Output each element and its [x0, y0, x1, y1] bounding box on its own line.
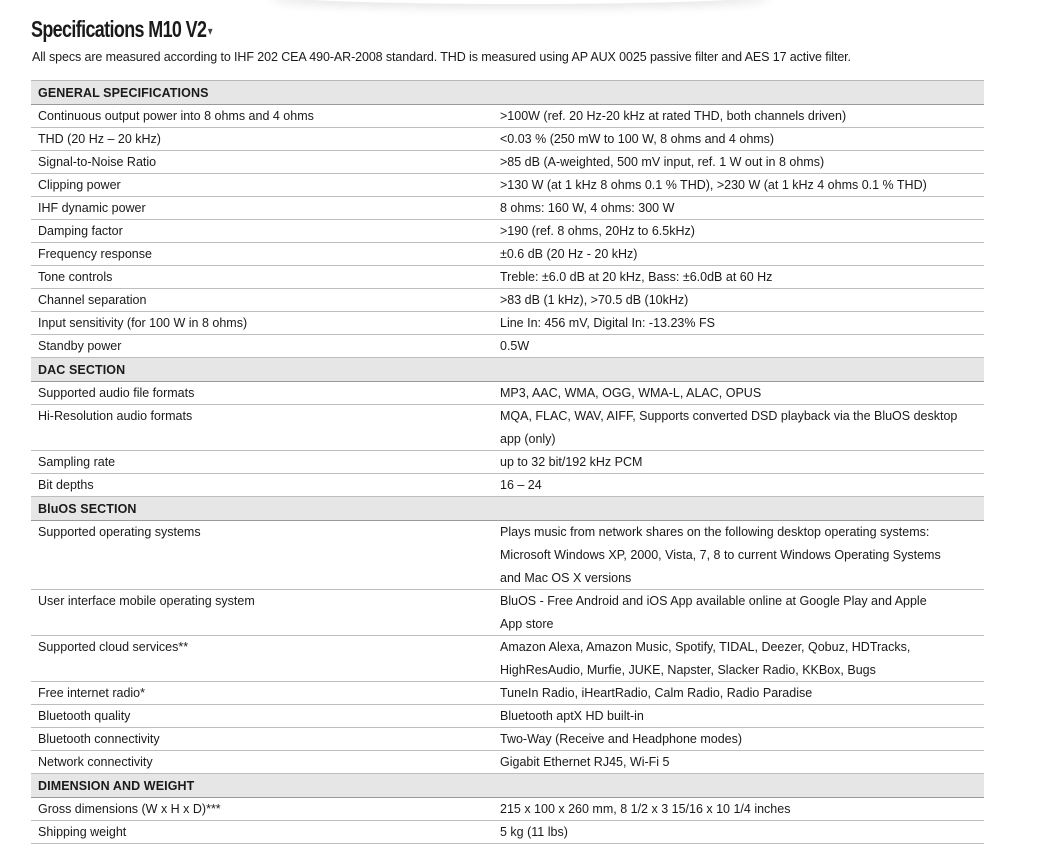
spec-row	[31, 105, 984, 128]
specifications-table	[31, 80, 984, 844]
spec-row	[31, 266, 984, 289]
spec-value: >130 W (at 1 kHz 8 ohms 0.1 % THD), >230 W (at 1 kHz 4 ohms 0.1 % THD)	[500, 178, 927, 192]
spec-value: up to 32 bit/192 kHz PCM	[500, 455, 643, 469]
spec-row	[31, 544, 984, 567]
spec-label: Continuous output power into 8 ohms and 4 ohms	[38, 109, 314, 123]
spec-label: Input sensitivity (for 100 W in 8 ohms)	[38, 316, 248, 330]
spec-value: >83 dB (1 kHz), >70.5 dB (10kHz)	[500, 293, 689, 307]
section-header	[31, 81, 984, 105]
spec-label: Gross dimensions (W x H x D)***	[38, 802, 221, 816]
spec-row	[31, 312, 984, 335]
spec-label: Bit depths	[38, 478, 94, 492]
section-empty-cell	[500, 774, 984, 797]
page-title	[31, 16, 212, 43]
spec-row	[31, 151, 984, 174]
spec-value: >190 (ref. 8 ohms, 20Hz to 6.5kHz)	[500, 224, 695, 238]
spec-row	[31, 821, 984, 844]
spec-row	[31, 428, 984, 451]
spec-value: MP3, AAC, WMA, OGG, WMA-L, ALAC, OPUS	[500, 386, 762, 400]
spec-label: Free internet radio*	[38, 686, 146, 700]
spec-label: Network connectivity	[38, 755, 153, 769]
spec-row	[31, 405, 984, 428]
spec-row	[31, 751, 984, 774]
section-empty-cell	[500, 497, 984, 520]
spec-row	[31, 451, 984, 474]
spec-label: IHF dynamic power	[38, 201, 146, 215]
spec-label: Damping factor	[38, 224, 123, 238]
spec-label: User interface mobile operating system	[38, 594, 255, 608]
spec-value: Amazon Alexa, Amazon Music, Spotify, TIDAL, Deezer, Qobuz, HDTracks,	[500, 640, 911, 654]
spec-value: >85 dB (A-weighted, 500 mV input, ref. 1 W out in 8 ohms)	[500, 155, 825, 169]
spec-value: 8 ohms: 160 W, 4 ohms: 300 W	[500, 201, 675, 215]
spec-row	[31, 682, 984, 705]
section-header	[31, 358, 984, 382]
measurement-note: All specs are measured according to IHF 202 CEA 490-AR-2008 standard. THD is measured using AP AUX 0025 passive filter and AES 17 active filter.	[32, 50, 851, 64]
spec-label	[31, 544, 500, 567]
spec-value: 0.5W	[500, 339, 530, 353]
spec-value: BluOS - Free Android and iOS App available online at Google Play and Apple	[500, 594, 927, 608]
section-title: DAC SECTION	[38, 363, 126, 377]
spec-value: 215 x 100 x 260 mm, 8 1/2 x 3 15/16 x 10 1/4 inches	[500, 802, 791, 816]
section-header	[31, 497, 984, 521]
spec-label: Frequency response	[38, 247, 152, 261]
spec-row	[31, 798, 984, 821]
spec-label: Sampling rate	[38, 455, 116, 469]
spec-label	[31, 567, 500, 589]
section-header	[31, 774, 984, 798]
spec-value: and Mac OS X versions	[500, 571, 632, 585]
spec-row	[31, 613, 984, 636]
spec-row	[31, 474, 984, 497]
spec-row	[31, 590, 984, 613]
spec-row	[31, 567, 984, 590]
spec-label: Bluetooth quality	[38, 709, 131, 723]
spec-label: Channel separation	[38, 293, 147, 307]
spec-row	[31, 174, 984, 197]
spec-row	[31, 521, 984, 544]
spec-value: Line In: 456 mV, Digital In: -13.23% FS	[500, 316, 715, 330]
spec-value: Plays music from network shares on the following desktop operating systems:	[500, 525, 930, 539]
spec-row	[31, 335, 984, 358]
spec-row	[31, 128, 984, 151]
spec-label: Standby power	[38, 339, 122, 353]
spec-label	[31, 659, 500, 681]
spec-value: Gigabit Ethernet RJ45, Wi-Fi 5	[500, 755, 670, 769]
section-empty-cell	[500, 358, 984, 381]
spec-value: HighResAudio, Murfie, JUKE, Napster, Slacker Radio, KKBox, Bugs	[500, 663, 876, 677]
spec-label: Signal-to-Noise Ratio	[38, 155, 157, 169]
section-empty-cell	[500, 81, 984, 104]
spec-row	[31, 243, 984, 266]
spec-row	[31, 289, 984, 312]
spec-value: Treble: ±6.0 dB at 20 kHz, Bass: ±6.0dB at 60 Hz	[500, 270, 773, 284]
spec-label: THD (20 Hz – 20 kHz)	[38, 132, 161, 146]
spec-value: Two-Way (Receive and Headphone modes)	[500, 732, 743, 746]
spec-value: Bluetooth aptX HD built-in	[500, 709, 644, 723]
spec-label	[31, 428, 500, 450]
section-title: DIMENSION AND WEIGHT	[38, 779, 195, 793]
spec-label: Clipping power	[38, 178, 121, 192]
spec-row	[31, 659, 984, 682]
spec-value: app (only)	[500, 432, 556, 446]
spec-row	[31, 197, 984, 220]
spec-value: 5 kg (11 lbs)	[500, 825, 568, 839]
section-title: GENERAL SPECIFICATIONS	[38, 86, 209, 100]
spec-label: Shipping weight	[38, 825, 127, 839]
spec-row	[31, 220, 984, 243]
spec-value: 16 – 24	[500, 478, 542, 492]
spec-value: TuneIn Radio, iHeartRadio, Calm Radio, Radio Paradise	[500, 686, 813, 700]
spec-label: Tone controls	[38, 270, 113, 284]
spec-row	[31, 705, 984, 728]
page-title-text: Specifications M10 V2	[31, 16, 207, 42]
spec-row	[31, 382, 984, 405]
spec-value: >100W (ref. 20 Hz-20 kHz at rated THD, both channels driven)	[500, 109, 847, 123]
spec-row	[31, 636, 984, 659]
spec-value: <0.03 % (250 mW to 100 W, 8 ohms and 4 ohms)	[500, 132, 775, 146]
section-title: BluOS SECTION	[38, 502, 137, 516]
spec-label: Supported operating systems	[38, 525, 201, 539]
spec-value: ±0.6 dB (20 Hz - 20 kHz)	[500, 247, 638, 261]
spec-label: Hi-Resolution audio formats	[38, 409, 193, 423]
caret-down-icon[interactable]: ▾	[207, 23, 212, 38]
spec-value: App store	[500, 617, 554, 631]
spec-label: Supported audio file formats	[38, 386, 195, 400]
spec-value: MQA, FLAC, WAV, AIFF, Supports converted DSD playback via the BluOS desktop	[500, 409, 958, 423]
spec-value: Microsoft Windows XP, 2000, Vista, 7, 8 to current Windows Operating Systems	[500, 548, 941, 562]
top-shadow-decoration	[270, 0, 770, 4]
spec-label: Bluetooth connectivity	[38, 732, 160, 746]
spec-label: Supported cloud services**	[38, 640, 189, 654]
spec-label	[31, 613, 500, 635]
spec-row	[31, 728, 984, 751]
